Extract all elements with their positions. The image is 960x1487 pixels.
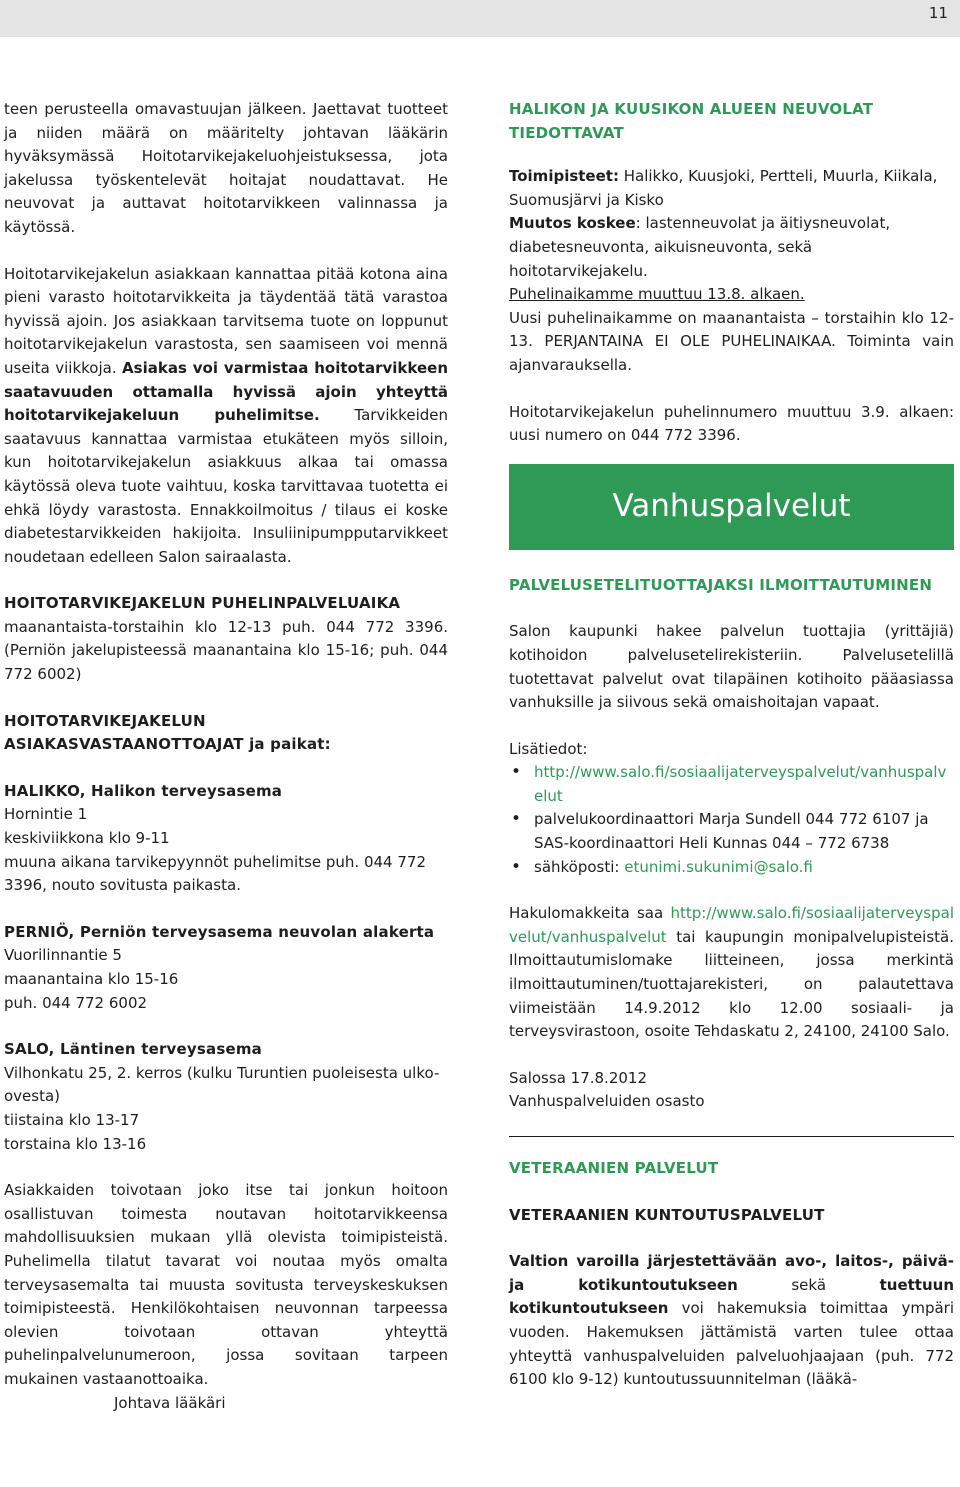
muutos-value: : lastenneuvolat ja äitiysneuvolat, diabetesneuvonta, aikuisneuvonta, sekä hoitotarvikejakelu. bbox=[509, 214, 891, 280]
sender-line: Vanhuspalveluiden osasto bbox=[509, 1092, 705, 1111]
email-label: sähköposti: bbox=[534, 857, 625, 876]
contact-list bbox=[509, 761, 954, 879]
kuntoutus-heading: VETERAANIEN KUNTOUTUSPALVELUT bbox=[509, 1205, 825, 1224]
application-link[interactable]: http://www.salo.fi/sosiaalijaterveyspalvelut/vanhuspalvelut bbox=[509, 904, 954, 946]
lisatiedot-label: Lisätiedot: bbox=[509, 739, 588, 758]
palveluseteli-paragraph: Salon kaupunki hakee palvelun tuottajia (yrittäjiä) kotihoidon palvelusetelirekisteriin. Palvelusetelillä tuotettavat palvelut ovat tilapäinen kotihoito pääasiassa vanhuksille ja siivous sekä omaishoitajan vapaat. bbox=[509, 622, 954, 712]
right-column bbox=[509, 98, 954, 1392]
number-change: Hoitotarvikejakelun puhelinnumero muuttuu 3.9. alkaen: uusi numero on 044 772 3396. bbox=[509, 402, 954, 445]
list-item: • palvelukoordinaattori Marja Sundell 044 772 6107 ja SAS-koordinaattori Heli Kunnas 044 – 772 6738 bbox=[509, 808, 954, 855]
kuntoutus-bold-a: Valtion varoilla järjestettävään avo-, laitos-, päivä- ja kotikuntoutukseen bbox=[509, 1252, 954, 1294]
application-text-b: tai kaupungin monipalvelupisteistä. Ilmoittautumislomake liitteineen, jossa merkintä ilmoittautuminen/tuottajarekisteri, on palautettava viimeistään 14.9.2012 klo 12.00 sosiaali- ja terveysvirastoon, osoite Tehdaskatu 2, 24100, 24100 Salo. bbox=[509, 927, 954, 1041]
salo-line: tiistaina klo 13-17 bbox=[4, 1110, 140, 1129]
toimipisteet-text bbox=[509, 165, 954, 212]
kuntoutus-text-b: voi hakemuksia toimittaa ympäri vuoden. Hakemuksen jättämistä varten tulee ottaa yhteyttä vanhuspalveluiden palveluohjaajaan (puh. 772 6100 klo 9-12) kuntoutussuunnitelman (lääkä- bbox=[509, 1299, 954, 1389]
stock-text-a: Hoitotarvikejakelun asiakkaan kannattaa pitää kotona aina pieni varasto hoitotarvikkeita ja täydentää tätä varastoa hyvissä ajoin. Jos asiakkaan tarvitsema tuote on loppunut hoitotarvikejakelun varastosta, sen saamiseen voi mennä useita viikkoja. bbox=[4, 264, 448, 377]
pernio-heading: PERNIÖ, Perniön terveysasema neuvolan alakerta bbox=[4, 922, 435, 941]
vanhuspalvelut-link[interactable]: http://www.salo.fi/sosiaalijaterveyspalvelut/vanhuspalvelut bbox=[534, 763, 947, 805]
stock-text-bold: Asiakas voi varmistaa hoitotarvikkeen saatavuuden ottamalla hyvissä ajoin yhteyttä hoitotarvikejakeluun puhelimitse. bbox=[4, 358, 448, 425]
vanhuspalvelut-banner bbox=[509, 464, 954, 550]
halikko-heading: HALIKKO, Halikon terveysasema bbox=[4, 781, 283, 800]
salo-heading: SALO, Läntinen terveysasema bbox=[4, 1040, 262, 1059]
muutos-text bbox=[509, 212, 954, 283]
pernio-line: puh. 044 772 6002 bbox=[4, 993, 148, 1012]
reception-times-heading: HOITOTARVIKEJAKELUN ASIAKASVASTAANOTTOAJAT ja paikat: bbox=[4, 711, 331, 754]
kuntoutus-bold-b: tuettuun kotikuntoutukseen bbox=[509, 1275, 954, 1318]
halikko-line: muuna aikana tarvikepyynnöt puhelimitse puh. 044 772 3396, nouto sovitusta paikasta. bbox=[4, 852, 426, 895]
veteraanien-heading: VETERAANIEN PALVELUT bbox=[509, 1159, 719, 1177]
salo-line: Vilhonkatu 25, 2. kerros (kulku Turuntien puoleisesta ulko-ovesta) bbox=[4, 1063, 440, 1106]
email-link[interactable]: etunimi.sukunimi@salo.fi bbox=[624, 857, 813, 876]
kuntoutus-paragraph bbox=[509, 1250, 954, 1392]
stock-paragraph bbox=[4, 263, 448, 570]
muutos-label: Muutos koskee bbox=[509, 214, 636, 233]
phone-service-text: maanantaista-torstaihin klo 12-13 puh. 044 772 3396. (Perniön jakelupisteessä maanantaina klo 15-16; puh. 044 772 6002) bbox=[4, 617, 448, 684]
new-phone-time: Uusi puhelinaikamme on maanantaista – torstaihin klo 12-13. PERJANTAINA EI OLE PUHELINAIKAA. Toiminta vain ajanvarauksella. bbox=[509, 308, 954, 374]
salo-line: torstaina klo 13-16 bbox=[4, 1134, 147, 1153]
pernio-line: Vuorilinnantie 5 bbox=[4, 946, 122, 965]
neuvolat-heading: HALIKON JA KUUSIKON ALUEEN NEUVOLAT TIEDOTTAVAT bbox=[509, 100, 874, 142]
banner-title: Vanhuspalvelut bbox=[612, 487, 851, 524]
pernio-line: maanantaina klo 15-16 bbox=[4, 970, 179, 988]
toimipisteet-value: Halikko, Kuusjoki, Pertteli, Muurla, Kiikala, Suomusjärvi ja Kisko bbox=[509, 167, 938, 209]
application-paragraph bbox=[509, 902, 954, 1044]
halikko-line: keskiviikkona klo 9-11 bbox=[4, 829, 170, 848]
phone-time-change: Puhelinaikamme muuttuu 13.8. alkaen. bbox=[509, 285, 805, 304]
kuntoutus-text-a: sekä bbox=[737, 1275, 880, 1294]
intro-paragraph: teen perusteella omavastuujan jälkeen. Jaettavat tuotteet ja niiden määrä on määritelty johtavan lääkärin hyväksymässä Hoitotarvikejakeluohjeistuksessa, jota jakelussa työskentelevät hoitajat noudattavat. He neuvovat ja auttavat hoitotarvikkeen valinnassa ja käytössä. bbox=[4, 100, 448, 236]
phone-service-heading: HOITOTARVIKEJAKELUN PUHELINPALVELUAIKA bbox=[4, 594, 401, 613]
left-column bbox=[4, 98, 448, 1415]
application-text-a: Hakulomakkeita saa bbox=[509, 904, 671, 923]
date-line: Salossa 17.8.2012 bbox=[509, 1068, 647, 1087]
divider bbox=[509, 1136, 954, 1137]
stock-text-b: Tarvikkeiden saatavuus kannattaa varmistaa etukäteen myös silloin, kun hoitotarvikejakelun asiakkuus alkaa tai omassa käytössä oleva tuote vaihtuu, koska tarvittavaa tuotetta ei ehkä löydy varastosta. Ennakkoilmoitus / tilaus ei koske diabetestarvikkeiden hakijoita. Insuliinipumpputarvikkeet noudetaan edelleen Salon sairaalasta. bbox=[4, 406, 448, 566]
palveluseteli-heading: PALVELUSETELITUOTTAJAKSI ILMOITTAUTUMINEN bbox=[509, 575, 933, 594]
signature: Johtava lääkäri bbox=[114, 1393, 226, 1412]
page-header-bar bbox=[0, 0, 960, 37]
page-number: 11 bbox=[928, 4, 948, 22]
toimipisteet-label: Toimipisteet: bbox=[509, 167, 619, 186]
list-item bbox=[509, 856, 954, 880]
halikko-line: Hornintie 1 bbox=[4, 805, 88, 824]
closing-paragraph: Asiakkaiden toivotaan joko itse tai jonkun hoitoon osallistuvan toimesta noutavan hoitotarvikkeensa mahdollisuuksien mukaan yllä olevista toimipisteistä. Puhelimella tilatut tavarat voi noutaa myös omalta terveysasemalta tai muusta sovitusta terveyskeskuksen toimipisteestä. Henkilökohtaisen neuvonnan tarpeessa olevien toivotaan ottavan yhteyttä puhelinpalvelunumeroon, jossa sovitaan tarpeen mukainen vastaanottoaika. bbox=[4, 1181, 448, 1388]
list-item bbox=[509, 761, 954, 808]
